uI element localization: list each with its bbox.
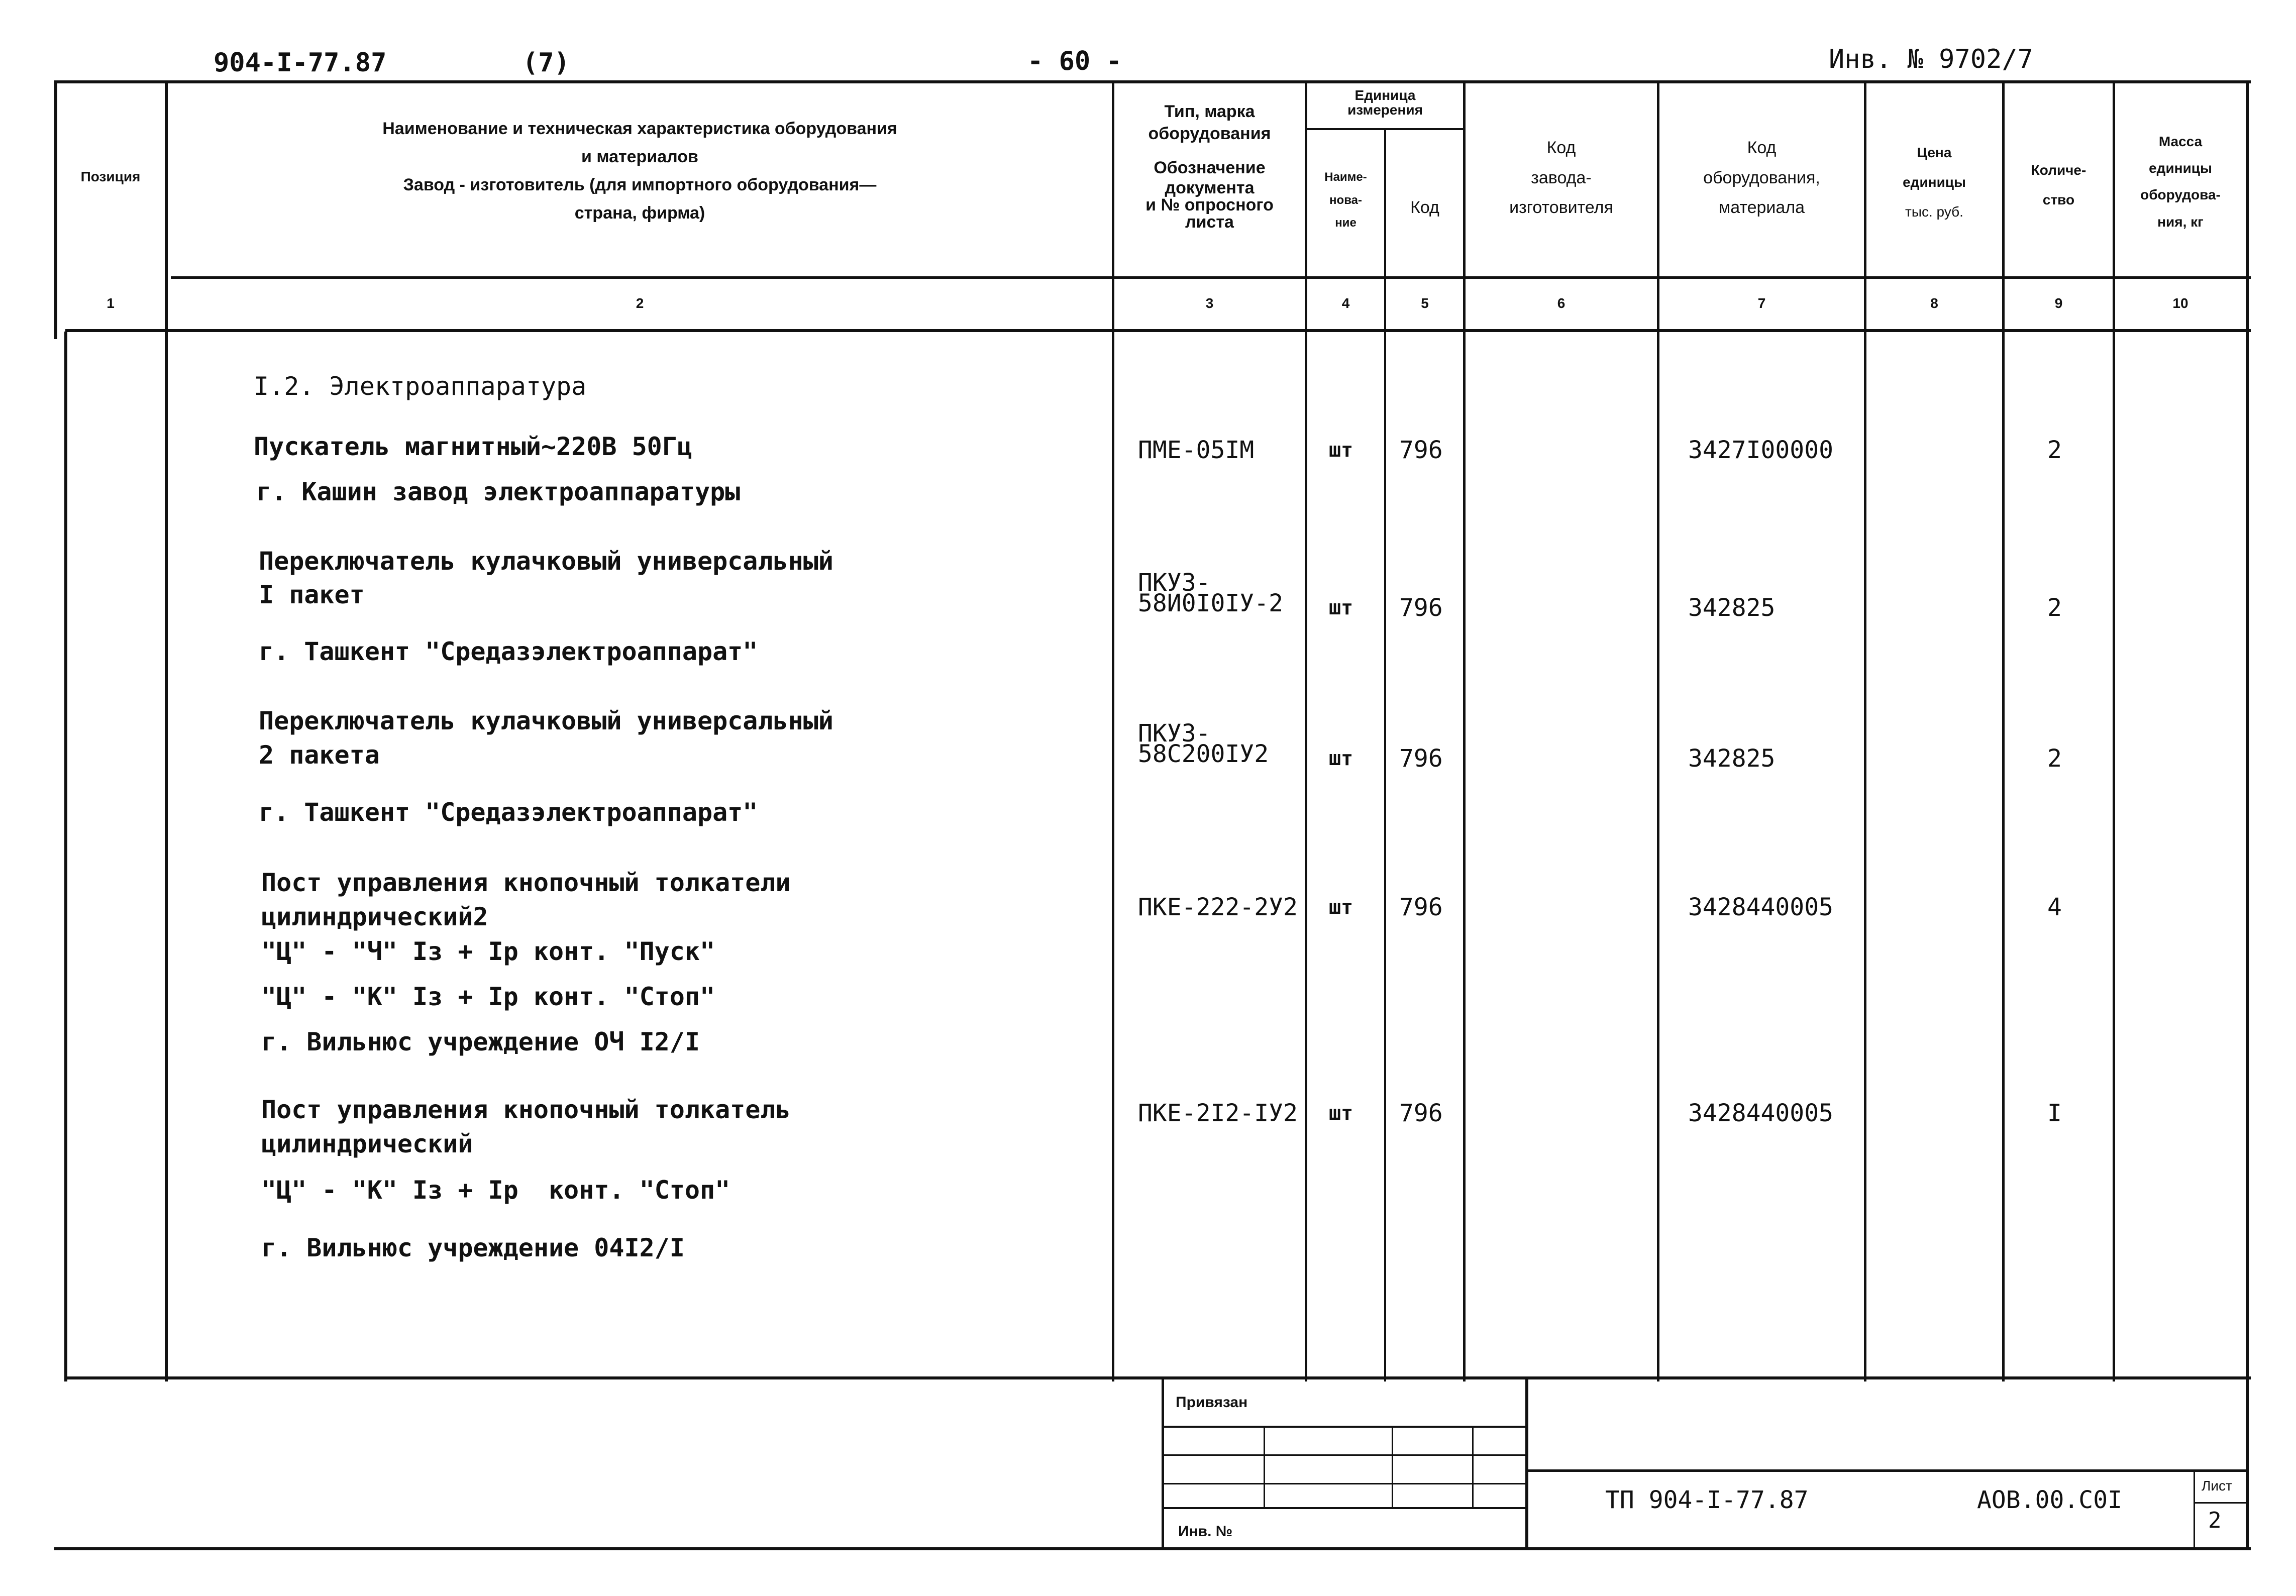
item-quantity: 4 [2047,893,2062,921]
page-bottom-border [54,1547,2251,1550]
item-quantity: 2 [2047,744,2062,773]
col-header-quantity-line: Количе- [2031,162,2086,178]
item-material-code: 342825 [1688,744,1776,773]
col-header-type-line: оборудования [1148,124,1271,144]
item-name-line: г. Вильнюс учреждение 04I2/I [261,1233,685,1262]
col-header-price [1866,138,2002,227]
col-line-5 [1463,80,1466,1381]
col-header-unit-line: Единица [1354,87,1416,103]
item-unit-code: 796 [1399,594,1443,622]
item-name-line: "Ц" - "Ч" Iз + Iр конт. "Пуск" [261,937,715,966]
item-unit-code: 796 [1399,436,1443,464]
col-header-factory-line: завода- [1531,168,1592,187]
col-number: 7 [1757,295,1766,311]
col-header-unit-line: измерения [1347,102,1423,118]
item-type: ПКУЗ- 58И0I0IУ-2 [1138,569,1283,617]
stamp-col [1264,1427,1265,1507]
stamp-col [1472,1427,1474,1507]
item-unit-code: 796 [1399,893,1443,921]
item-material-code: 342825 [1688,594,1776,622]
col-line-0b [64,332,67,1381]
item-name-line: г. Ташкент "Средазэлектроаппарат" [259,798,758,827]
col-header-type-line: и № опросного [1145,195,1274,215]
item-material-code: 3427I00000 [1688,436,1833,464]
item-type: ПКЕ-222-2У2 [1138,893,1298,921]
stamp-left-border [1162,1376,1164,1550]
item-unit-code: 796 [1399,1099,1443,1127]
sheet-box-border [2194,1472,2195,1547]
col-header-mass-line: оборудова- [2140,187,2221,203]
col-header-factory-line: изготовителя [1509,198,1613,217]
item-name-line: г. Вильнюс учреждение ОЧ I2/I [261,1027,700,1056]
col-header-factory-code [1466,133,1657,223]
col-header-type [1114,100,1305,231]
sheet-number: 2 [2208,1508,2222,1533]
item-unit: шт [1329,439,1353,462]
col-header-price-line: тыс. руб. [1905,203,1963,220]
table-top-border [54,80,2251,83]
section-title: I.2. Электроаппаратура [254,372,587,401]
col-number: 5 [1421,295,1429,311]
col-line-9 [2113,80,2115,1381]
col-number: 2 [636,295,644,311]
col-header-unit-name-line: нова- [1329,193,1362,207]
col-header-type-line: листа [1185,212,1234,232]
item-unit-code: 796 [1399,744,1443,773]
col-header-mass [2115,128,2246,235]
stamp-mid-border [1525,1376,1528,1550]
item-name-line: Пост управления кнопочный толкатель [261,1095,791,1124]
col-header-material-line: материала [1718,198,1805,217]
stamp-attached-label: Привязан [1176,1394,1248,1411]
item-material-code: 3428440005 [1688,1099,1833,1127]
col-header-material-line: Код [1747,138,1777,157]
col-header-type-line: Обозначение [1154,158,1266,178]
unit-group-divider [1306,128,1464,130]
col-header-material-code [1659,133,1864,223]
stamp-inv-label: Инв. № [1178,1523,1233,1540]
item-name-line: "Ц" - "К" Iз + Iр конт. "Стоп" [261,982,715,1011]
item-name-line: Переключатель кулачковый универсальный [259,706,833,735]
item-type: ПКУЗ- 58С200IУ2 [1138,719,1269,768]
header-divider [171,276,2251,279]
col-header-unit-name-line: Наиме- [1324,170,1367,184]
col-line-8 [2002,80,2005,1381]
col-header-material-line: оборудования, [1703,168,1820,187]
sheet-box-divider [2194,1502,2249,1504]
item-quantity: 2 [2047,436,2062,464]
item-unit: шт [1329,1102,1353,1125]
stamp-col [1392,1427,1393,1507]
item-quantity: I [2047,1099,2062,1127]
col-header-name-line: страна, фирма) [574,203,705,223]
page-number: - 60 - [1027,46,1122,76]
item-type: ПМЕ-05IМ [1138,436,1255,464]
item-name-line: г. Кашин завод электроаппаратуры [256,477,741,506]
col-line-7 [1864,80,1866,1381]
col-number: 1 [107,295,115,311]
col-header-name-line: Завод - изготовитель (для импортного оборудования— [403,175,877,195]
body-bottom-border [65,1376,2251,1379]
stamp-document-code: АОВ.00.С0I [1977,1486,2122,1514]
numbers-divider [65,329,2251,332]
col-header-mass-line: ния, кг [2157,214,2204,230]
sheet-label: Лист [2202,1478,2232,1494]
col-header-unit-group [1307,88,1463,118]
item-name-line: I пакет [259,580,365,609]
col-line-1 [165,80,168,1381]
item-name-line: "Ц" - "К" Iз + Iр конт. "Стоп" [261,1176,730,1205]
item-name-line: 2 пакета [259,740,380,770]
col-header-quantity-line: ство [2042,191,2075,207]
col-number: 6 [1557,295,1566,311]
col-header-type-line: документа [1165,178,1255,197]
stamp-line [1162,1507,1528,1509]
col-header-unit-code: Код [1410,198,1439,217]
item-name-line: Переключатель кулачковый универсальный [259,547,833,576]
table-right-border [2246,80,2249,1550]
col-header-mass-line: единицы [2149,160,2212,176]
stamp-project-number: ТП 904-I-77.87 [1605,1486,1809,1514]
col-number: 4 [1341,295,1350,311]
col-header-type-line: Тип, марка [1164,102,1255,121]
col-header-name-line: и материалов [581,147,698,167]
item-name-line: г. Ташкент "Средазэлектроаппарат" [259,637,758,666]
col-number: 8 [1930,295,1938,311]
col-line-2 [1112,80,1114,1381]
col-header-name-line: Наименование и техническая характеристика оборудования [382,119,897,138]
col-header-price-line: единицы [1903,174,1966,190]
col-number: 9 [2054,295,2063,311]
col-number: 3 [1205,295,1214,311]
col-header-factory-line: Код [1546,138,1576,157]
item-name-line: цилиндрический [261,1129,473,1158]
document-number: 904-I-77.87 [214,48,387,78]
inventory-number: Инв. № 9702/7 [1829,44,2033,74]
col-header-position: Позиция [80,169,141,184]
item-name-line: цилиндрический2 [261,902,488,931]
album-number: (7) [523,48,570,78]
col-header-price-line: Цена [1917,145,1952,160]
stamp-title-line [1527,1469,2248,1472]
col-line-3 [1305,80,1307,1381]
item-quantity: 2 [2047,594,2062,622]
item-unit: шт [1329,896,1353,919]
col-line-6 [1657,80,1659,1381]
col-header-unit-name [1307,166,1384,235]
col-header-unit-name-line: ние [1335,216,1356,230]
col-header-quantity [2005,156,2113,215]
item-unit: шт [1329,596,1353,619]
col-line-4 [1384,128,1386,1381]
item-material-code: 3428440005 [1688,893,1833,921]
col-number: 10 [2172,295,2188,311]
col-header-mass-line: Масса [2158,134,2203,149]
item-name-line: Пост управления кнопочный толкатели [261,868,791,897]
item-type: ПКЕ-2I2-IУ2 [1138,1099,1298,1127]
col-header-name [168,115,1112,227]
item-unit: шт [1329,747,1353,770]
item-name-line: Пускатель магнитный~220В 50Гц [254,432,692,461]
